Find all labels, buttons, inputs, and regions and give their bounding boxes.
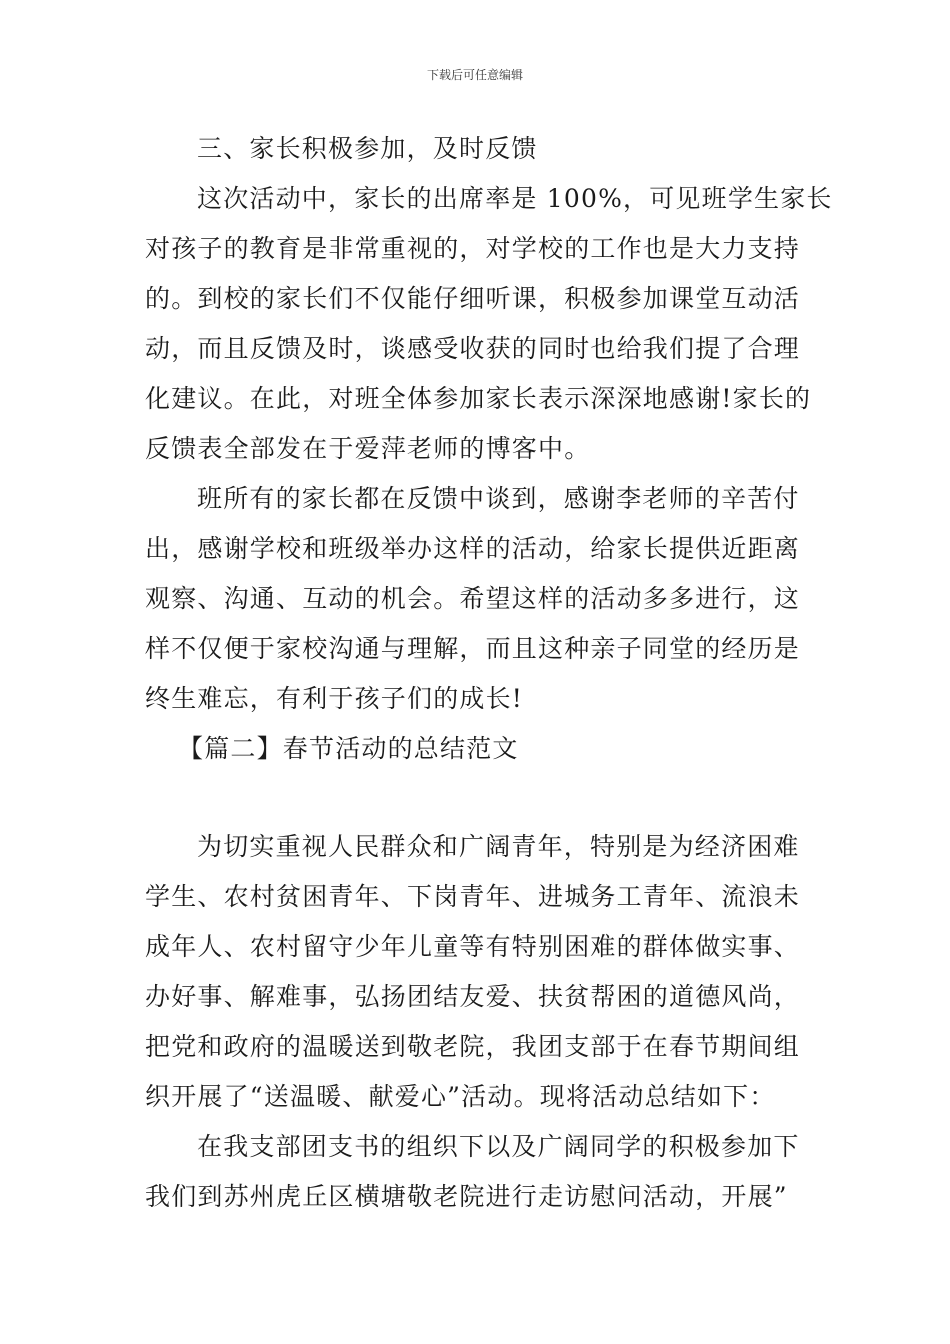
page-header: 下载后可任意编辑 [426, 68, 523, 82]
paragraph-line: 学生、农村贫困青年、下岗青年、进城务工青年、流浪未 [145, 882, 801, 911]
paragraph-line: 把党和政府的温暖送到敬老院，我团支部于在春节期间组 [145, 1032, 801, 1061]
paragraph-line: 反馈表全部发在于爱萍老师的博客中。 [145, 434, 591, 463]
paragraph-line: 化建议。在此，对班全体参加家长表示深深地感谢!家长的 [145, 384, 812, 413]
paragraph-line: 成年人、农村留守少年儿童等有特别困难的群体做实事、 [145, 932, 801, 961]
paragraph-line: 我们到苏州虎丘区横塘敬老院进行走访慰问活动，开展” [145, 1182, 788, 1211]
paragraph-line: 的。到校的家长们不仅能仔细听课，积极参加课堂互动活 [145, 284, 801, 313]
paragraph-line: 出，感谢学校和班级举办这样的活动，给家长提供近距离 [145, 534, 801, 563]
paragraph-line: 对孩子的教育是非常重视的，对学校的工作也是大力支持 [145, 234, 801, 263]
paragraph-line: 这次活动中，家长的出席率是 100%，可见班学生家长 [197, 184, 833, 213]
paragraph-line: 终生难忘，有利于孩子们的成长! [145, 684, 524, 713]
paragraph-line: 织开展了“送温暖、献爱心”活动。现将活动总结如下： [145, 1082, 776, 1111]
paragraph-line: 班所有的家长都在反馈中谈到，感谢李老师的辛苦付 [197, 484, 800, 513]
section-heading: 三、家长积极参加，及时反馈 [197, 134, 538, 163]
paragraph-line: 样不仅便于家校沟通与理解，而且这种亲子同堂的经历是 [145, 634, 801, 663]
paragraph-line: 在我支部团支书的组织下以及广阔同学的积极参加下 [197, 1132, 800, 1161]
paragraph-line: 观察、沟通、互动的机会。希望这样的活动多多进行，这 [145, 584, 801, 613]
paragraph-line: 为切实重视人民群众和广阔青年，特别是为经济困难 [197, 832, 800, 861]
article-title: 【篇二】春节活动的总结范文 [178, 734, 519, 763]
paragraph-line: 办好事、解难事，弘扬团结友爱、扶贫帮困的道德风尚， [145, 982, 801, 1011]
paragraph-line: 动，而且反馈及时，谈感受收获的同时也给我们提了合理 [145, 334, 801, 363]
